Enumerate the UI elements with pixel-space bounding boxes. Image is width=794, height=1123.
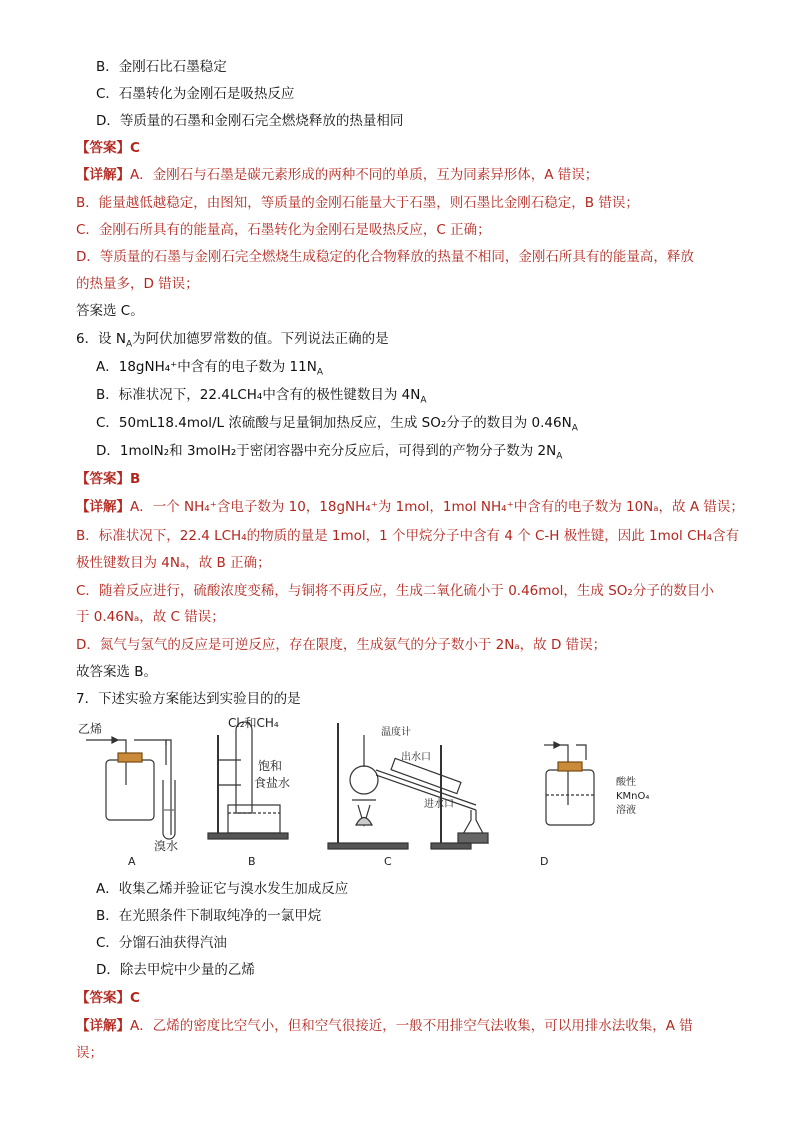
label-d-l1: 酸性 [616, 777, 636, 788]
q6-option-a-text: A．18gNH₄⁺中含有的电子数为 11N [96, 359, 317, 375]
q6-detail-a [76, 498, 744, 516]
prev-answer [76, 139, 140, 157]
q7-detail-a1 [76, 1017, 693, 1035]
label-c-thermo: 温度计 [381, 727, 411, 738]
q7-detail-a2: 误； [76, 1045, 103, 1061]
prev-detail-c: C．金刚石所具有的能量高，石墨转化为金刚石是吸热反应，C 正确； [76, 222, 491, 238]
prev-detail-d1: D．等质量的石墨与金刚石完全燃烧生成稳定的化合物释放的热量不相同，金刚石所具有的能量高，释放 [76, 249, 694, 265]
label-d-l2: KMnO₄ [616, 791, 650, 802]
detail-label: 【详解】 [76, 1018, 130, 1034]
detail-text: A．乙烯的密度比空气小，但和空气很接近，一般不用排空气法收集，可以用排水法收集，A 错 [130, 1018, 693, 1034]
q6-stem-sub: A [125, 339, 133, 350]
label-b-gas: Cl₂和CH₄ [228, 716, 279, 730]
q7-stem: 7．下述实验方案能达到实验目的的是 [76, 691, 301, 707]
detail-label: 【详解】 [76, 499, 130, 515]
detail-text: A．金刚石与石墨是碳元素形成的两种不同的单质，互为同素异形体，A 错误； [130, 167, 599, 183]
q6-option-c [96, 414, 578, 438]
answer-value: C [130, 990, 140, 1006]
q6-option-b-sub: A [420, 395, 427, 406]
prev-detail-a [76, 166, 598, 184]
apparatus-d [544, 742, 594, 825]
caption-c: C [384, 855, 392, 868]
label-c-in: 进水口 [424, 799, 454, 810]
detail-label: 【详解】 [76, 167, 130, 183]
q6-option-d [96, 442, 562, 466]
caption-b: B [248, 855, 256, 868]
q6-detail-d: D．氮气与氢气的反应是可逆反应，存在限度，生成氨气的分子数小于 2Nₐ，故 D 错误； [76, 637, 607, 653]
answer-label: 【答案】 [76, 990, 130, 1006]
caption-a: A [128, 855, 136, 868]
label-b-liquid1: 饱和 [258, 759, 283, 773]
q6-detail-c1: C．随着反应进行，硫酸浓度变稀，与铜将不再反应，生成二氧化硫小于 0.46mol，生成 SO₂分子的数目小 [76, 583, 714, 599]
q6-option-d-sub: A [556, 451, 563, 462]
q7-option-c: C．分馏石油获得汽油 [96, 935, 227, 951]
apparatus-c [328, 723, 488, 849]
q6-stem-text: 6．设 N [76, 331, 126, 347]
q6-option-a-sub: A [316, 367, 324, 378]
label-a-water: 溴水 [154, 839, 179, 853]
answer-label: 【答案】 [76, 140, 130, 156]
caption-d: D [540, 855, 549, 868]
q6-option-b [96, 386, 426, 410]
q6-option-b-text: B．标准状况下，22.4LCH₄中含有的极性键数目为 4N [96, 387, 421, 403]
q6-option-c-sub: A [571, 423, 578, 434]
q6-option-a [96, 358, 323, 382]
q6-stem-rest: 为阿伏加德罗常数的值。下列说法正确的是 [132, 331, 389, 347]
answer-value: B [130, 471, 141, 487]
label-c-out: 出水口 [401, 752, 431, 763]
q7-answer [76, 989, 140, 1007]
q6-stem [76, 330, 389, 354]
prev-conclusion: 答案选 C。 [76, 303, 144, 319]
apparatus-figure [76, 715, 716, 875]
q6-detail-c2: 于 0.46Nₐ，故 C 错误； [76, 609, 225, 625]
prev-detail-d2: 的热量多，D 错误； [76, 276, 199, 292]
q6-answer [76, 470, 140, 488]
q7-option-a: A．收集乙烯并验证它与溴水发生加成反应 [96, 881, 349, 897]
prev-option-d: D．等质量的石墨和金刚石完全燃烧释放的热量相同 [96, 113, 404, 129]
label-b-liquid2: 食盐水 [254, 776, 291, 790]
q7-option-b: B．在光照条件下制取纯净的一氯甲烷 [96, 908, 322, 924]
answer-value: C [130, 140, 140, 156]
q7-option-d: D．除去甲烷中少量的乙烯 [96, 962, 255, 978]
answer-label: 【答案】 [76, 471, 130, 487]
label-a-gas: 乙烯 [78, 722, 103, 736]
apparatus-diagrams [76, 715, 716, 875]
q6-option-c-text: C．50mL18.4mol/L 浓硫酸与足量铜加热反应，生成 SO₂分子的数目为 0.46N [96, 415, 572, 431]
detail-text: A．一个 NH₄⁺含电子数为 10，18gNH₄⁺为 1mol，1mol NH₄⁺中含有的电子数为 10Nₐ，故 A 错误； [130, 499, 744, 515]
q6-detail-b2: 极性键数目为 4Nₐ，故 B 正确； [76, 555, 271, 571]
prev-option-c: C．石墨转化为金刚石是吸热反应 [96, 86, 295, 102]
q6-option-d-text: D．1molN₂和 3molH₂于密闭容器中充分反应后，可得到的产物分子数为 2N [96, 443, 557, 459]
q6-conclusion: 故答案选 B。 [76, 664, 158, 680]
label-d-l3: 溶液 [616, 805, 636, 816]
prev-detail-b: B．能量越低越稳定，由图知，等质量的金刚石能量大于石墨，则石墨比金刚石稳定，B 错误； [76, 195, 639, 211]
q6-detail-b1: B．标准状况下，22.4 LCH₄的物质的量是 1mol，1 个甲烷分子中含有 4 个 C-H 极性键，因此 1mol CH₄含有 [76, 528, 740, 544]
prev-option-b: B．金刚石比石墨稳定 [96, 59, 227, 75]
apparatus-a [86, 737, 175, 839]
